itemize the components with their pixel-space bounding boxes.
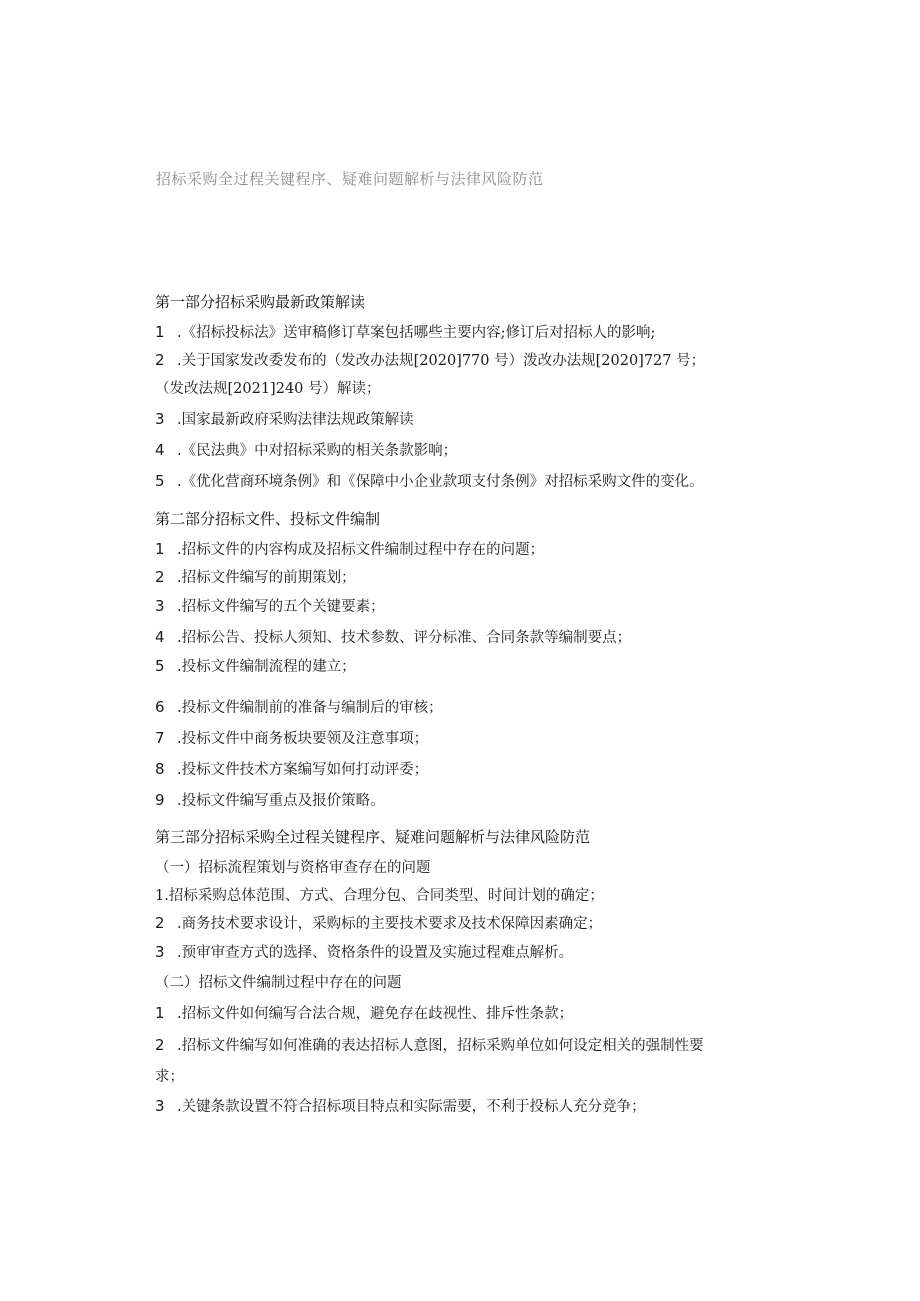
item-text: .投标文件中商务板块要领及注意事项； [177,731,429,747]
item-number: 3 [155,597,165,615]
item-text: .招标文件如何编写合法合规，避免存在歧视性、排斥性条款； [177,1006,574,1022]
item-number: 8 [155,760,165,778]
item-number: 7 [155,729,165,747]
part3-heading: 第三部分招标采购全过程关键程序、疑难问题解析与法律风险防范 [155,828,591,846]
item-text: （发改法规[2021]240 号）解读； [155,381,381,397]
item-text: 求； [155,1069,184,1085]
item-number: 2 [155,1036,165,1054]
item-text: .商务技术要求设计，采购标的主要技术要求及技术保障因素确定； [177,916,603,932]
item-text: .招标文件的内容构成及招标文件编制过程中存在的问题； [177,542,545,558]
item-text: .投标文件编制前的准备与编制后的审核； [177,700,443,716]
item-text: .《优化营商环境条例》和《保障中小企业款项支付条例》对招标采购文件的变化。 [177,474,704,490]
part1-heading: 第一部分招标采购最新政策解读 [155,293,366,311]
list-item [155,728,428,749]
item-number: 2 [155,351,165,369]
list-item [155,759,428,780]
list-item [155,322,655,343]
item-text: .《招标投标法》送审稿修订草案包括哪些主要内容;修订后对招标人的影响; [177,325,656,341]
item-text: .招标文件编写的五个关键要素； [177,599,385,615]
item-text: .投标文件技术方案编写如何打动评委； [177,762,429,778]
document-title: 招标采购全过程关键程序、疑难问题解析与法律风险防范 [156,170,544,188]
item-number: 2 [155,568,165,586]
item-text: .招标文件编写的前期策划； [177,570,356,586]
item-text: .投标文件编写重点及报价策略。 [177,793,385,809]
item-text: .关键条款设置不符合招标项目特点和实际需要，不利于投标人充分竞争； [177,1099,646,1115]
item-number: 9 [155,791,165,809]
list-item [155,790,385,811]
list-item [155,440,457,461]
list-item [155,942,573,963]
list-item [155,697,443,718]
item-text: 1.招标采购总体范围、方式、合理分包、合同类型、时间计划的确定； [155,888,604,904]
list-item [155,350,705,371]
item-number: 1 [155,323,165,341]
item-text: .《民法典》中对招标采购的相关条款影响； [177,443,458,459]
list-item [155,539,544,560]
list-item [155,1035,704,1056]
subsection-text: （二）招标文件编制过程中存在的问题 [155,975,402,991]
item-number: 2 [155,914,165,932]
list-item [155,409,414,430]
item-number: 4 [155,441,165,459]
item-number: 4 [155,628,165,646]
item-number: 5 [155,657,165,675]
subsection-text: （一）招标流程策划与资格审查存在的问题 [155,860,431,876]
item-number: 3 [155,1097,165,1115]
list-item-continuation [155,1066,184,1087]
item-number: 3 [155,410,165,428]
list-item [155,567,356,588]
item-text: .国家最新政府采购法律法规政策解读 [177,412,414,428]
list-item [155,913,602,934]
list-item [155,1003,573,1024]
list-item [155,1096,646,1117]
list-item [155,627,631,648]
item-text: .投标文件编制流程的建立； [177,659,356,675]
list-item [155,471,704,492]
item-number: 3 [155,943,165,961]
list-item [155,656,356,677]
item-text: .招标公告、投标人须知、技术参数、评分标准、合同条款等编制要点； [177,630,632,646]
list-item-continuation [155,378,381,399]
subsection-heading [155,857,431,878]
item-text: .预审审查方式的选择、资格条件的设置及实施过程难点解析。 [177,945,574,961]
item-number: 5 [155,472,165,490]
list-item [155,885,604,906]
item-number: 1 [155,540,165,558]
item-number: 6 [155,698,165,716]
item-text: .招标文件编写如何准确的表达招标人意图，招标采购单位如何设定相关的强制性要 [177,1038,704,1054]
list-item [155,596,385,617]
part2-heading: 第二部分招标文件、投标文件编制 [155,510,381,528]
item-number: 1 [155,1004,165,1022]
item-text: .关于国家发改委发布的（发改办法规[2020]770 号）泼改办法规[2020]727 号； [177,353,706,369]
subsection-heading [155,972,402,993]
